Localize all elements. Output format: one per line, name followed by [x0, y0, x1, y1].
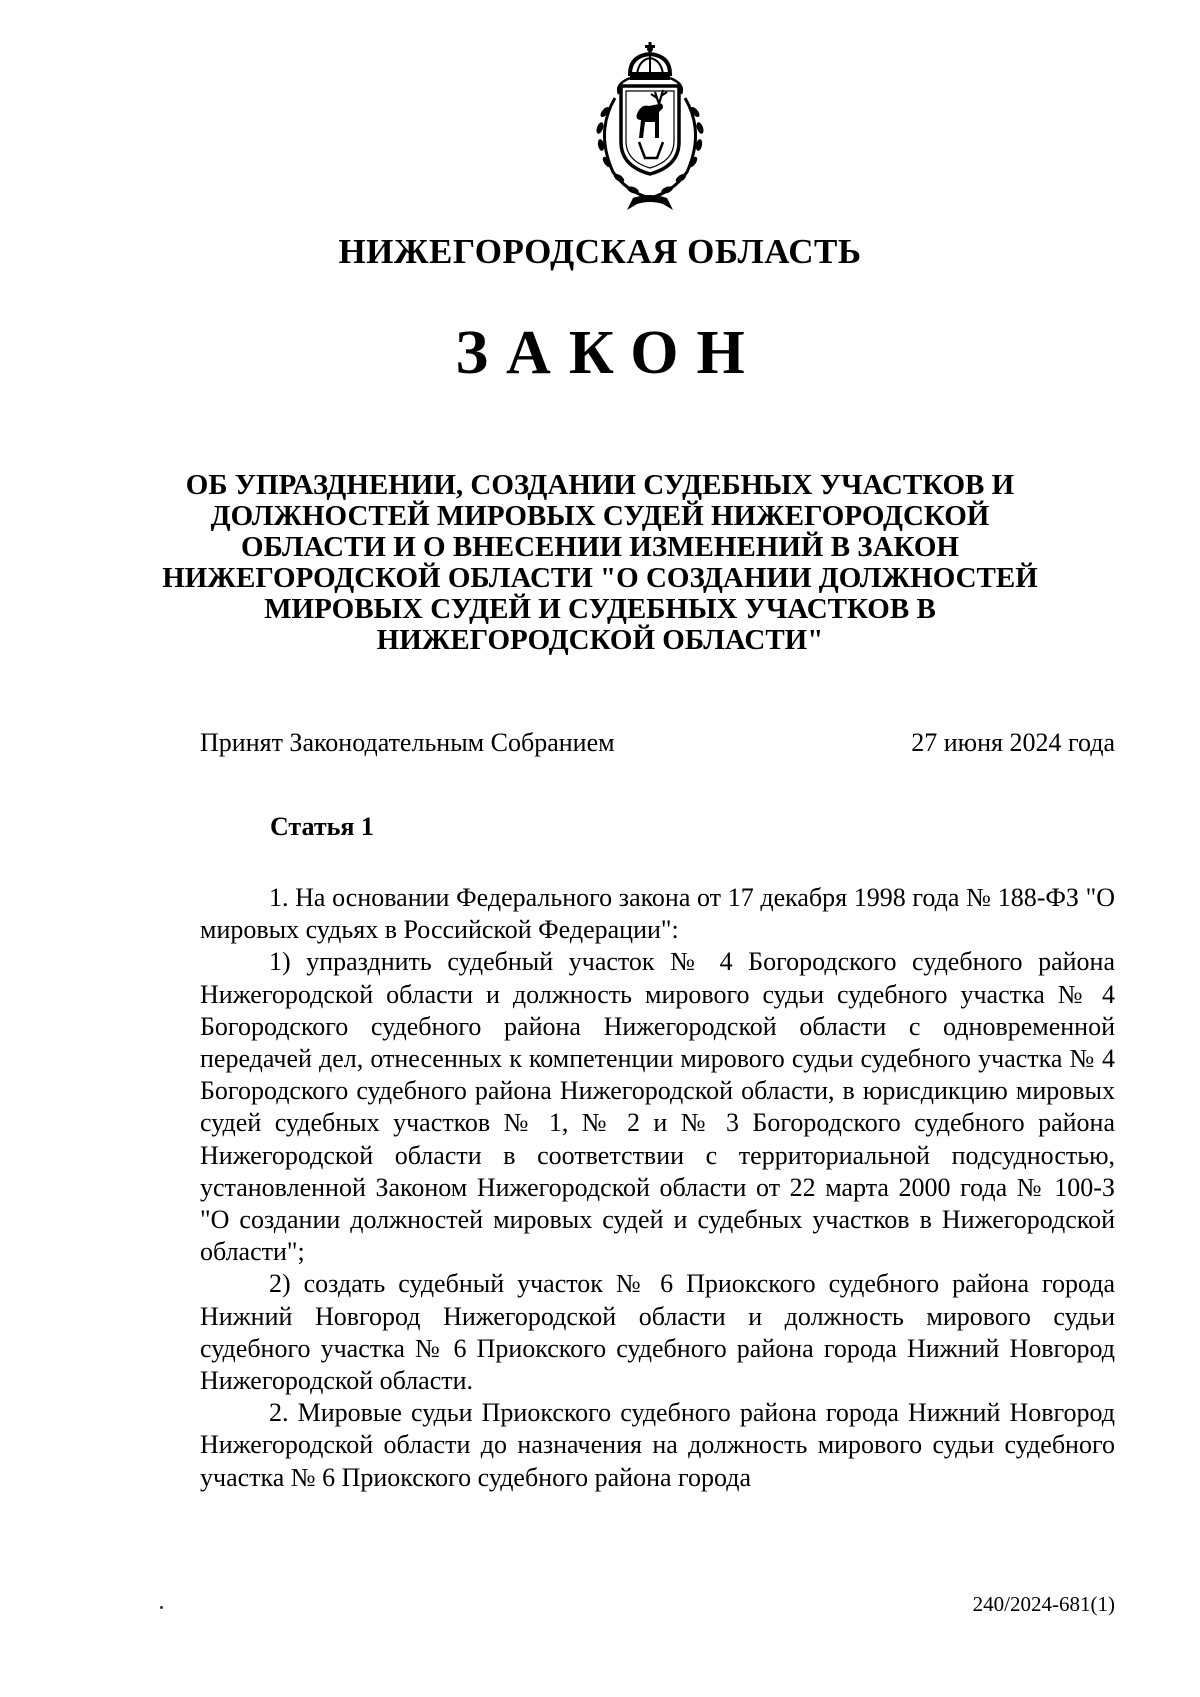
- paragraph: 2. Мировые судьи Приокского судебного района города Нижний Новгород Нижегородской области до назначения на должность мирового судьи судебного участка № 6 Приокского судебного района города: [200, 1398, 1115, 1492]
- document-number: 240/2024-681(1): [972, 1592, 1115, 1616]
- adoption-line: [200, 728, 1115, 758]
- article-heading: Статья 1: [270, 812, 374, 841]
- scan-dot: [160, 1606, 163, 1609]
- paragraph: 2) создать судебный участок № 6 Приокского судебного района города Нижний Новгород Нижегородской области и должность мирового судьи судебного участка № 6 Приокского судебного района города Нижний Новгород Нижегородской области.: [200, 1269, 1115, 1396]
- coat-of-arms-icon: [575, 42, 725, 212]
- law-title: ОБ УПРАЗДНЕНИИ, СОЗДАНИИ СУДЕБНЫХ УЧАСТКОВ И ДОЛЖНОСТЕЙ МИРОВЫХ СУДЕЙ НИЖЕГОРОДСКОЙ ОБЛАСТИ И О ВНЕСЕНИИ ИЗМЕНЕНИЙ В ЗАКОН НИЖЕГОРОДСКОЙ ОБЛАСТИ "О СОЗДАНИИ ДОЛЖНОСТЕЙ МИРОВЫХ СУДЕЙ И СУДЕБНЫХ УЧАСТКОВ В НИЖЕГОРОДСКОЙ ОБЛАСТИ": [162, 469, 1038, 656]
- article-body: [200, 882, 1115, 1494]
- paragraph: 1) упразднить судебный участок № 4 Богородского судебного района Нижегородской области и должность мирового судьи судебного участка № 4 Богородского судебного района Нижегородской области с одновременной передачей дел, отнесенных к компетенции мирового судьи судебного участка № 4 Богородского судебного района Нижегородской области, в юрисдикцию мировых судей судебных участков № 1, № 2 и № 3 Богородского судебного района Нижегородской области в соответствии с территориальной подсудностью, установленной Законом Нижегородской области от 22 марта 2000 года № 100-З "О создании должностей мировых судей и судебных участков в Нижегородской области";: [200, 947, 1115, 1267]
- paragraph: 1. На основании Федерального закона от 17 декабря 1998 года № 188-ФЗ "О мировых судьях в Российской Федерации":: [200, 883, 1115, 945]
- adoption-label: Принят Законодательным Собранием: [200, 728, 615, 757]
- coat-of-arms-emblem: [575, 42, 725, 212]
- adoption-date: 27 июня 2024 года: [911, 728, 1115, 757]
- document-type: ЗАКОН: [455, 319, 763, 387]
- region-name: НИЖЕГОРОДСКАЯ ОБЛАСТЬ: [338, 232, 862, 271]
